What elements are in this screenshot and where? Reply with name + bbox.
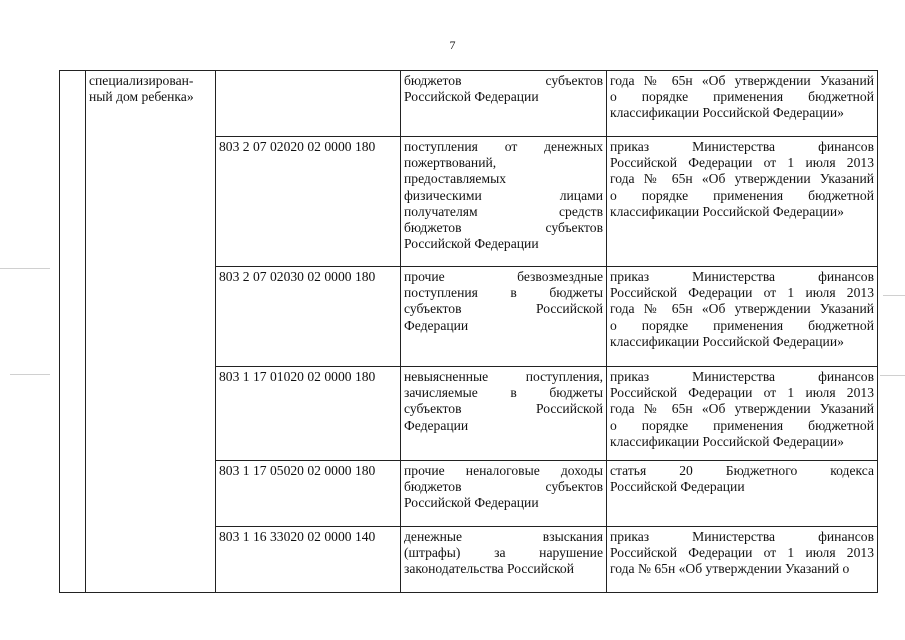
legal-basis-line: классификации Российской Федерации» bbox=[610, 333, 844, 349]
legal-basis-line: приказ Министерства финансов bbox=[610, 139, 874, 154]
revenue-name-line: Федерации bbox=[404, 417, 469, 433]
legal-basis-cell bbox=[607, 367, 878, 461]
legal-basis-line: Российской Федерации от 1 июля 2013 bbox=[610, 385, 874, 401]
legal-basis-line: приказ Министерства финансов bbox=[610, 269, 874, 284]
revenue-name-line: прочие неналоговые доходы bbox=[404, 463, 603, 478]
budget-classification-table bbox=[59, 70, 878, 593]
page-number: 7 bbox=[449, 38, 456, 52]
legal-basis-cell bbox=[607, 267, 878, 367]
budget-code-cell: 803 1 16 33020 02 0000 140 bbox=[216, 527, 401, 593]
legal-basis-line: о порядке применения бюджетной bbox=[610, 417, 874, 433]
revenue-name-cell bbox=[401, 527, 607, 593]
legal-basis-line: года № 65н «Об утверждении Указаний о bbox=[610, 561, 850, 577]
revenue-name-line: зачисляемые в бюджеты bbox=[404, 385, 603, 401]
revenue-name-line: невыясненные поступления, bbox=[404, 369, 603, 384]
revenue-name-cell bbox=[401, 461, 607, 527]
revenue-name-line: предоставляемых bbox=[404, 171, 506, 187]
legal-basis-cell bbox=[607, 71, 878, 137]
budget-code-cell: 803 2 07 02030 02 0000 180 bbox=[216, 267, 401, 367]
legal-basis-cell bbox=[607, 527, 878, 593]
legal-basis-line: классификации Российской Федерации» bbox=[610, 203, 844, 219]
legal-basis-line: года № 65н «Об утверждении Указаний bbox=[610, 401, 874, 417]
revenue-name-line: бюджетов субъектов bbox=[404, 73, 603, 88]
revenue-name-line: Российской Федерации bbox=[404, 236, 539, 252]
revenue-name-line: физическими лицами bbox=[404, 187, 603, 203]
legal-basis-line: приказ Министерства финансов bbox=[610, 369, 874, 384]
budget-code-cell: 803 1 17 05020 02 0000 180 bbox=[216, 461, 401, 527]
revenue-name-line: (штрафы) за нарушение bbox=[404, 545, 603, 561]
budget-code-cell: 803 2 07 02020 02 0000 180 bbox=[216, 137, 401, 267]
legal-basis-line: Российской Федерации от 1 июля 2013 bbox=[610, 155, 874, 171]
legal-basis-line: о порядке применения бюджетной bbox=[610, 317, 874, 333]
legal-basis-line: года № 65н «Об утверждении Указаний bbox=[610, 171, 874, 187]
revenue-name-line: прочие безвозмездные bbox=[404, 269, 603, 284]
budget-code-cell bbox=[216, 71, 401, 137]
scan-artifact bbox=[880, 375, 905, 376]
organization-cell bbox=[86, 71, 216, 593]
revenue-name-line: законодательства Российской bbox=[404, 561, 574, 577]
scan-artifact bbox=[10, 374, 50, 375]
revenue-name-line: пожертвований, bbox=[404, 155, 497, 171]
revenue-name-line: субъектов Российской bbox=[404, 301, 603, 317]
legal-basis-cell bbox=[607, 137, 878, 267]
table-row bbox=[60, 71, 878, 137]
legal-basis-line: о порядке применения бюджетной bbox=[610, 89, 874, 105]
legal-basis-line: классификации Российской Федерации» bbox=[610, 433, 844, 449]
revenue-name-line: поступления от денежных bbox=[404, 139, 603, 154]
revenue-name-line: субъектов Российской bbox=[404, 401, 603, 417]
organization-line: специализирован- bbox=[89, 73, 194, 88]
legal-basis-line: приказ Министерства финансов bbox=[610, 529, 874, 544]
scan-artifact bbox=[883, 295, 905, 296]
revenue-name-cell bbox=[401, 267, 607, 367]
organization-line: ный дом ребенка» bbox=[89, 89, 194, 105]
revenue-name-line: поступления в бюджеты bbox=[404, 285, 603, 301]
revenue-name-line: денежные взыскания bbox=[404, 529, 603, 544]
revenue-name-line: получателям средств bbox=[404, 203, 603, 219]
legal-basis-cell bbox=[607, 461, 878, 527]
legal-basis-line: Российской Федерации bbox=[610, 479, 745, 495]
legal-basis-line: классификации Российской Федерации» bbox=[610, 105, 844, 121]
scan-artifact bbox=[0, 268, 50, 269]
legal-basis-line: года № 65н «Об утверждении Указаний bbox=[610, 73, 874, 88]
revenue-name-line: Федерации bbox=[404, 317, 469, 333]
legal-basis-line: о порядке применения бюджетной bbox=[610, 187, 874, 203]
revenue-name-line: бюджетов субъектов bbox=[404, 220, 603, 236]
legal-basis-line: года № 65н «Об утверждении Указаний bbox=[610, 301, 874, 317]
revenue-name-cell bbox=[401, 71, 607, 137]
legal-basis-line: Российской Федерации от 1 июля 2013 bbox=[610, 545, 874, 561]
revenue-name-line: бюджетов субъектов bbox=[404, 479, 603, 495]
revenue-name-line: Российской Федерации bbox=[404, 89, 539, 105]
revenue-name-line: Российской Федерации bbox=[404, 495, 539, 511]
number-cell bbox=[60, 71, 86, 593]
revenue-name-cell bbox=[401, 137, 607, 267]
budget-code-cell: 803 1 17 01020 02 0000 180 bbox=[216, 367, 401, 461]
revenue-name-cell bbox=[401, 367, 607, 461]
legal-basis-line: Российской Федерации от 1 июля 2013 bbox=[610, 285, 874, 301]
legal-basis-line: статья 20 Бюджетного кодекса bbox=[610, 463, 874, 478]
